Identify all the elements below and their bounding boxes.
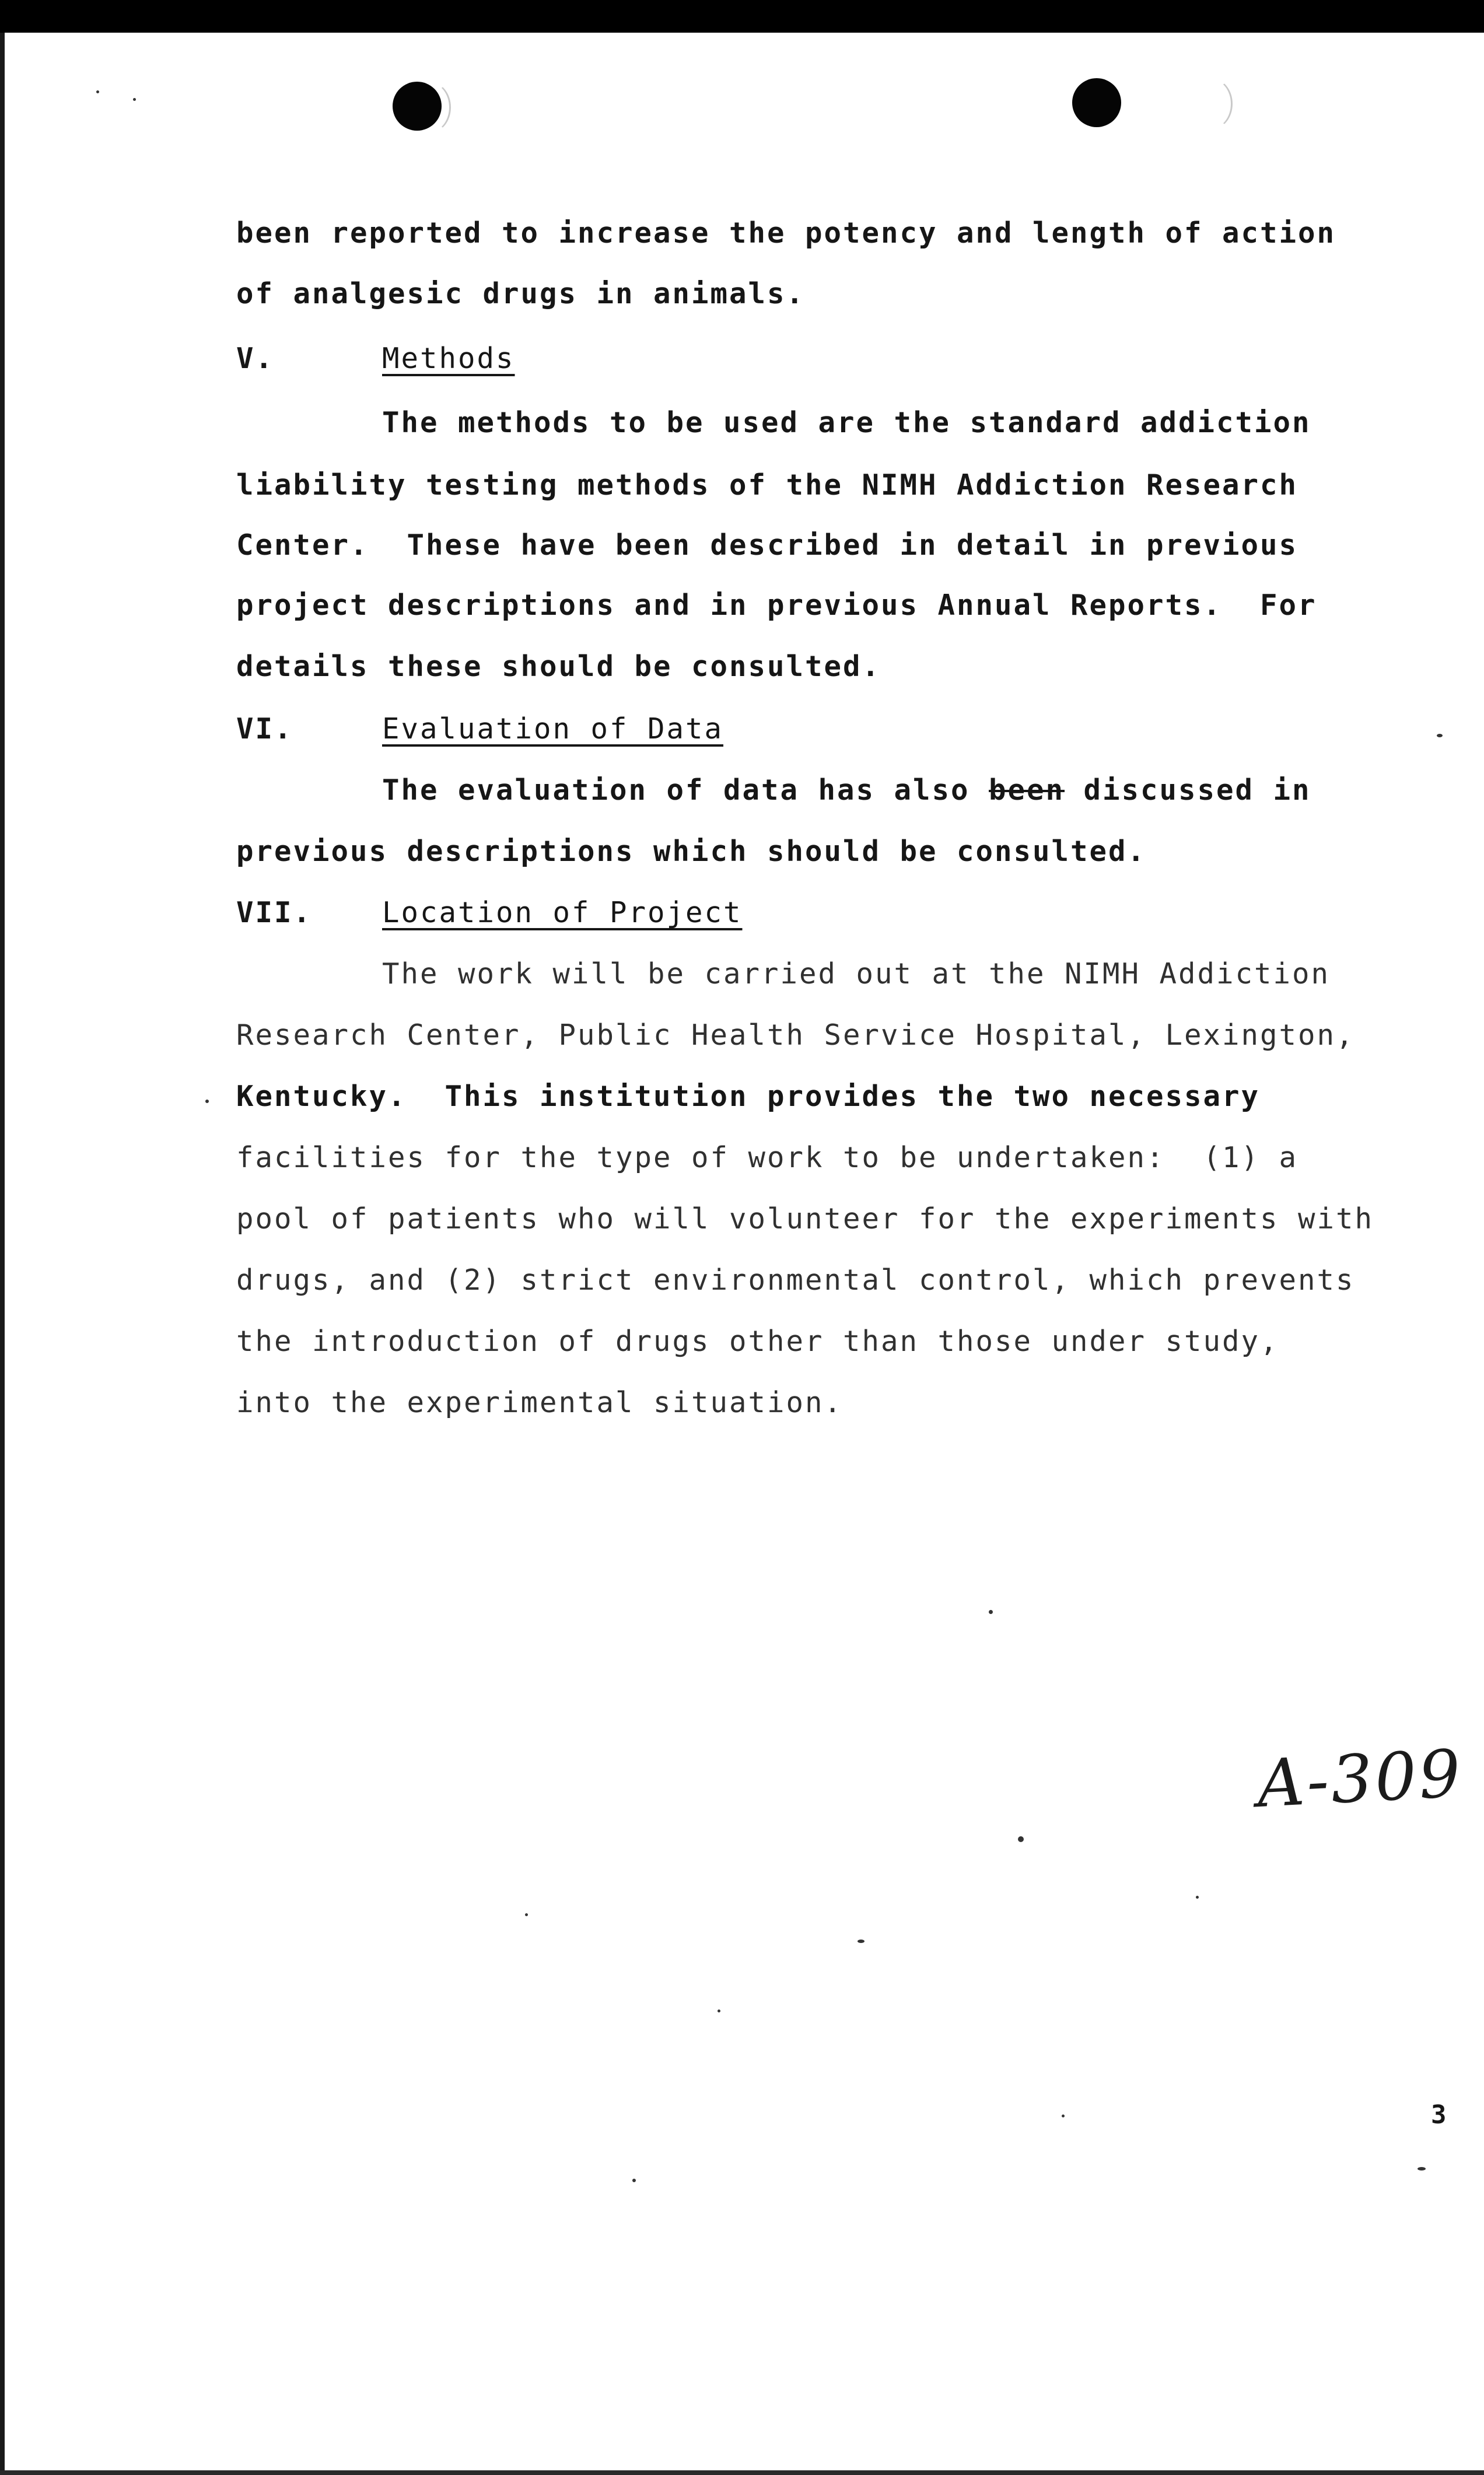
body-line-12: Kentucky. This institution provides the two necessary bbox=[236, 1080, 1261, 1113]
body-line-8-part-1: The evaluation of data has also bbox=[382, 773, 989, 807]
body-line-8-part-2: discussed in bbox=[1065, 773, 1311, 807]
section-number-location: VII. bbox=[236, 896, 313, 929]
section-title-methods: Methods bbox=[382, 342, 515, 375]
scan-speck bbox=[1062, 2115, 1065, 2117]
body-line-8 bbox=[382, 773, 1311, 808]
scan-top-border bbox=[0, 0, 1484, 33]
body-line-2: of analgesic drugs in animals. bbox=[236, 277, 806, 310]
scan-speck bbox=[1437, 734, 1443, 737]
scan-speck bbox=[858, 1940, 864, 1943]
handwritten-document-number: A-309 bbox=[1255, 1735, 1465, 1823]
section-title-location: Location of Project bbox=[382, 896, 743, 929]
punch-hole-shadow-left bbox=[408, 82, 451, 133]
body-line-11: Research Center, Public Health Service Hospital, Lexington, bbox=[236, 1018, 1355, 1052]
body-line-13: facilities for the type of work to be undertaken: (1) a bbox=[236, 1141, 1298, 1174]
body-line-9: previous descriptions which should be consulted. bbox=[236, 835, 1147, 868]
body-line-10: The work will be carried out at the NIMH Addiction bbox=[382, 957, 1331, 990]
scan-speck bbox=[989, 1610, 993, 1614]
body-line-6: project descriptions and in previous Annual Reports. For bbox=[236, 589, 1317, 622]
scan-speck bbox=[96, 90, 99, 93]
body-line-3: The methods to be used are the standard addiction bbox=[382, 406, 1311, 439]
section-title-evaluation: Evaluation of Data bbox=[382, 712, 724, 745]
body-line-16: the introduction of drugs other than those under study, bbox=[236, 1325, 1279, 1358]
punch-hole-right bbox=[1072, 78, 1121, 127]
body-line-15: drugs, and (2) strict environmental control, which prevents bbox=[236, 1263, 1355, 1297]
section-number-methods: V. bbox=[236, 342, 275, 375]
scan-speck bbox=[133, 98, 136, 101]
page-number: 3 bbox=[1431, 2100, 1447, 2130]
scan-speck bbox=[1196, 1896, 1199, 1899]
scan-speck bbox=[632, 2179, 636, 2182]
struck-word: been bbox=[989, 773, 1065, 807]
body-line-7: details these should be consulted. bbox=[236, 650, 881, 683]
scan-bottom-border bbox=[0, 2470, 1484, 2475]
body-line-4: liability testing methods of the NIMH Addiction Research bbox=[236, 468, 1298, 502]
section-number-evaluation: VI. bbox=[236, 712, 293, 745]
scan-speck bbox=[205, 1100, 209, 1103]
body-line-17: into the experimental situation. bbox=[236, 1386, 844, 1419]
scan-speck bbox=[718, 2010, 720, 2012]
punch-hole-shadow-right bbox=[1190, 78, 1233, 129]
body-line-14: pool of patients who will volunteer for the experiments with bbox=[236, 1202, 1374, 1235]
scan-speck bbox=[1018, 1836, 1024, 1842]
body-line-5: Center. These have been described in detail in previous bbox=[236, 528, 1298, 562]
scan-left-border bbox=[0, 33, 5, 2475]
body-line-1: been reported to increase the potency and length of action bbox=[236, 216, 1336, 250]
scan-speck bbox=[1418, 2167, 1426, 2171]
scan-speck bbox=[525, 1913, 528, 1916]
